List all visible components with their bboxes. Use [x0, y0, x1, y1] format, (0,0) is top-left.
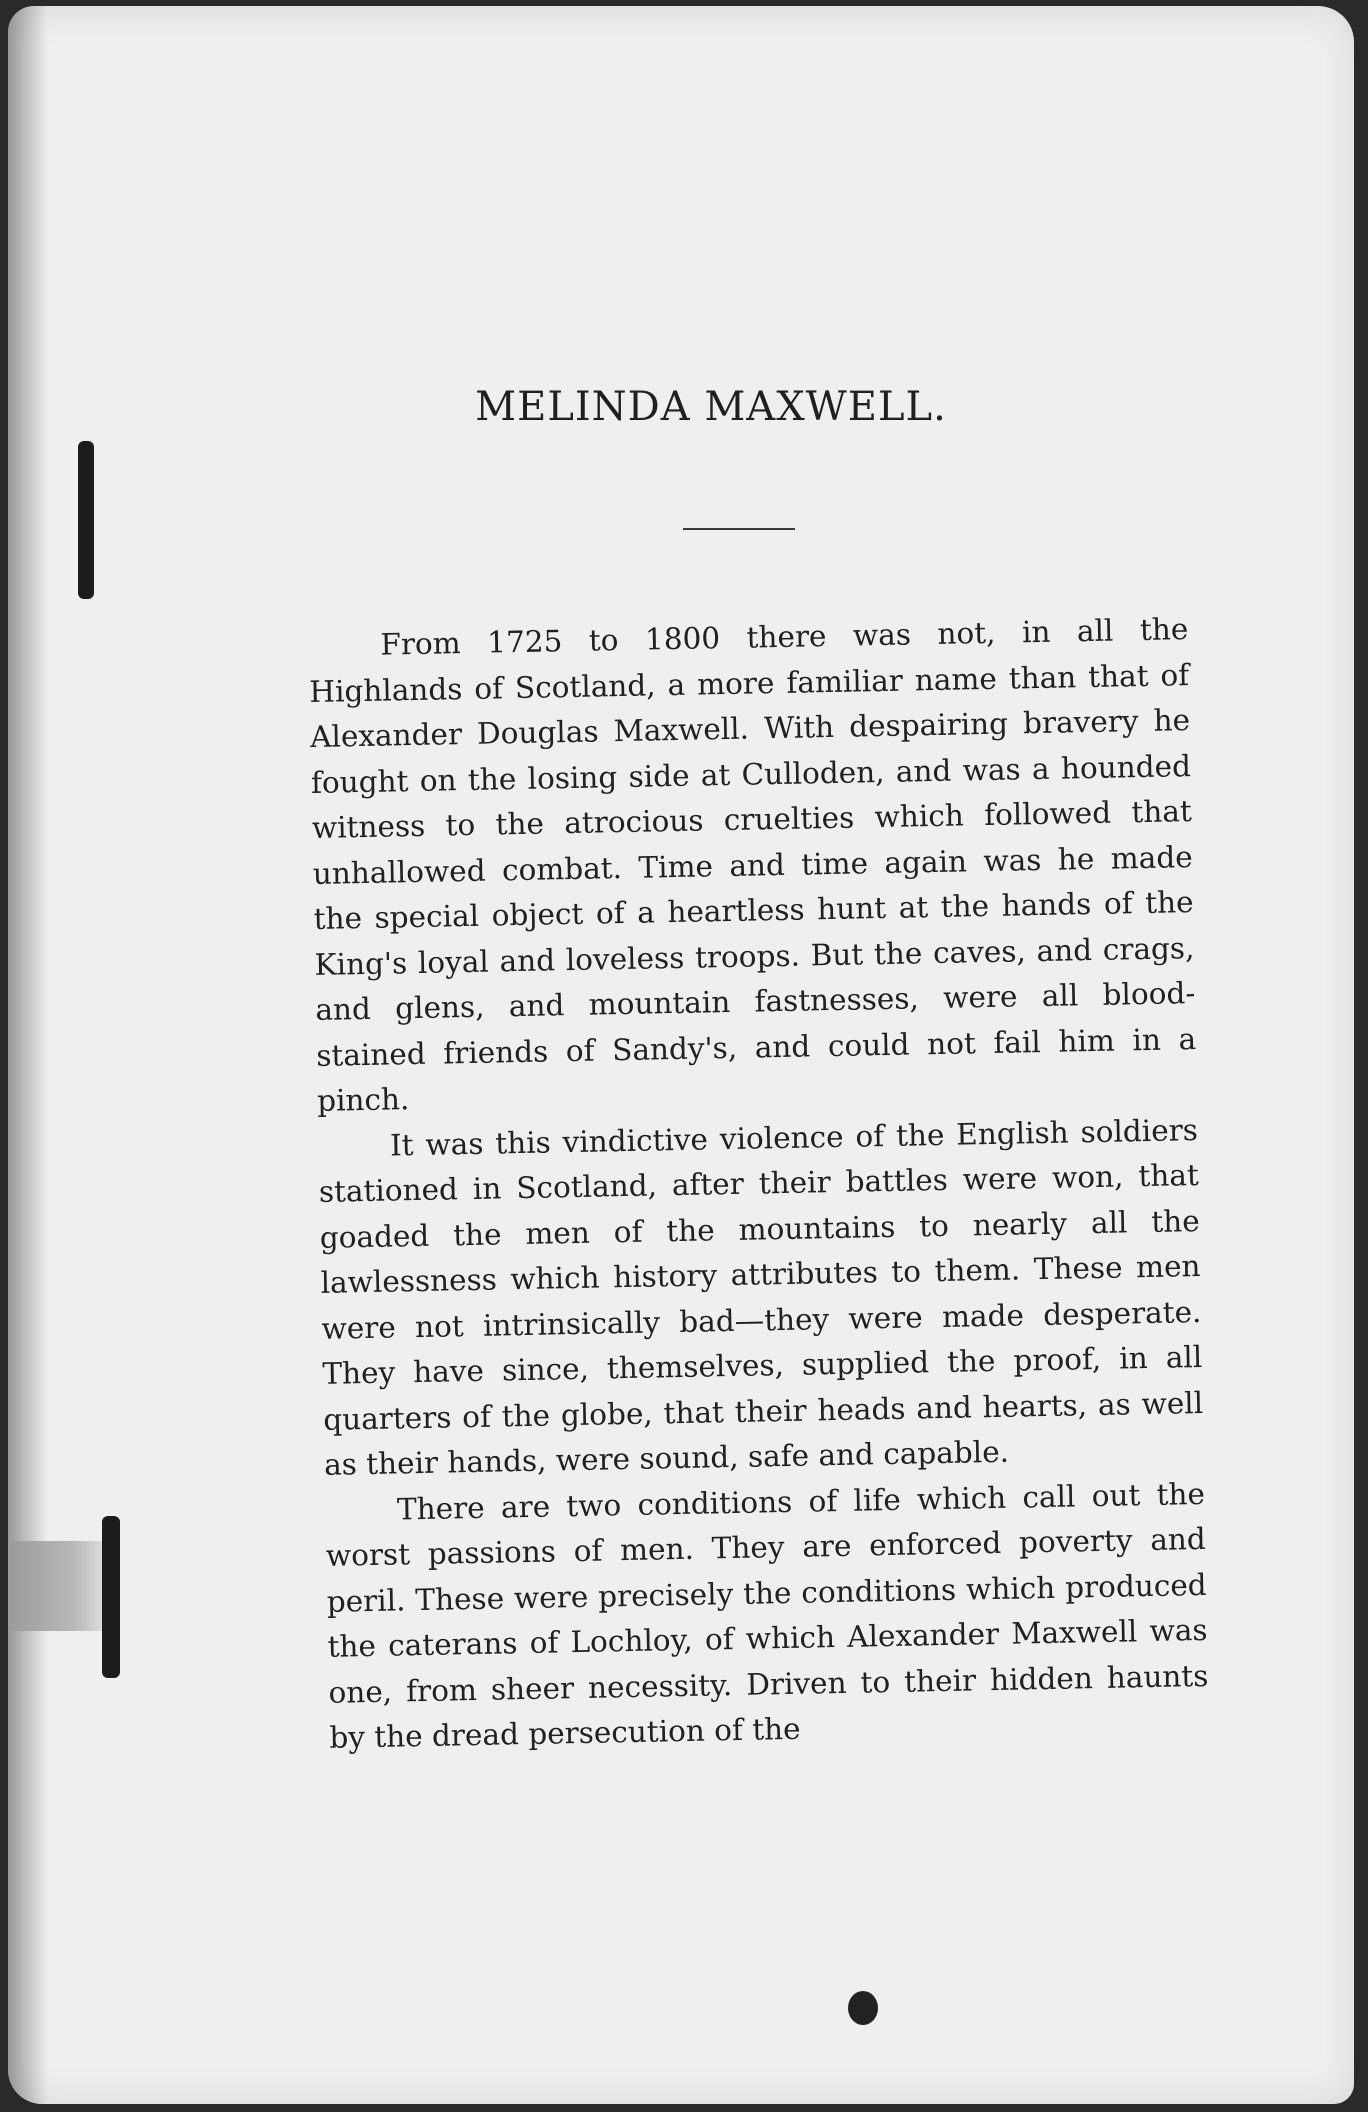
binding-stitch-upper: [78, 441, 94, 599]
binding-stitch-lower: [102, 1516, 120, 1678]
title-rule: [683, 528, 795, 530]
paragraph: There are two conditions of life which call out the worst passions of men. They are enforced poverty and peril. These were precisely the conditions which produced the caterans of Lochloy, of which Alexander Maxwell was one, from sheer necessity. Driven to their hidden haunts by the dread persecution of the: [325, 1476, 1209, 1755]
ink-spot: [848, 1991, 878, 2025]
paragraph: It was this vindictive violence of the English soldiers stationed in Scotland, after their battles were won, that goaded the men of the mountains to nearly all the lawlessness which history attributes to them. These men were not intrinsically bad—they were made desperate. They have since, themselves, supplied the proof, in all quarters of the globe, that their heads and hearts, as well as their hands, were sound, safe and capable.: [318, 1112, 1204, 1482]
book-page: [8, 6, 1354, 2104]
body-text: [308, 607, 1210, 1761]
gutter-shadow: [8, 6, 48, 2104]
paragraph: From 1725 to 1800 there was not, in all the Highlands of Scotland, a more familiar name than that of Alexander Douglas Maxwell. With despairing bravery he fought on the losing side at Culloden, and was a hounded witness to the atrocious cruelties which followed that unhallowed combat. Time and time again was he made the special object of a heartless hunt at the hands of the King's loyal and loveless troops. But the caves, and crags, and glens, and mountain fastnesses, were all blood-stained friends of Sandy's, and could not fail him in a pinch.: [308, 612, 1197, 1118]
chapter-title: MELINDA MAXWELL.: [475, 384, 947, 430]
